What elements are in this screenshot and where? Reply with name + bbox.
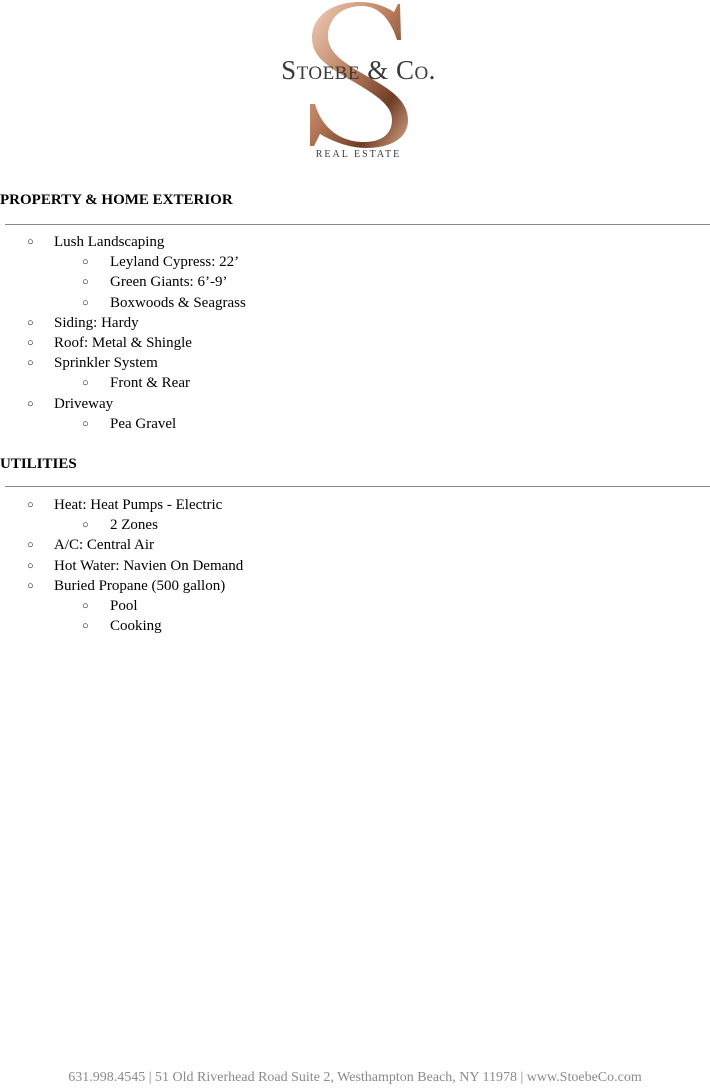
- list-item-text: Heat: Heat Pumps - Electric: [54, 497, 223, 513]
- list-item-text: Pea Gravel: [110, 415, 177, 432]
- section-title-property-exterior: PROPERTY & HOME EXTERIOR: [0, 192, 233, 208]
- bullet-circle-icon: ○: [27, 236, 34, 248]
- list-item-text: Boxwoods & Seagrass: [110, 294, 246, 311]
- bullet-circle-icon: ○: [82, 519, 89, 532]
- section-divider: [5, 486, 710, 487]
- list-item-text: Lush Landscaping: [54, 234, 165, 250]
- bullet-circle-icon: ○: [82, 276, 89, 289]
- company-logo: [270, 0, 445, 165]
- list-item-text: Cooking: [110, 618, 162, 635]
- bullet-circle-icon: ○: [27, 539, 34, 552]
- list-item-text: 2 Zones: [110, 517, 158, 534]
- list-item-text: Pool: [110, 597, 138, 614]
- bullet-circle-icon: ○: [27, 316, 34, 329]
- bullet-circle-icon: ○: [82, 296, 89, 309]
- logo-wordmark: Stoebe & Co.: [281, 55, 436, 85]
- list-item-text: Siding: Hardy: [54, 314, 139, 331]
- bullet-circle-icon: ○: [27, 336, 34, 349]
- section-divider: [5, 224, 710, 225]
- logo-tagline: REAL ESTATE: [315, 149, 402, 160]
- bullet-circle-icon: ○: [82, 377, 89, 390]
- list-item-text: Hot Water: Navien On Demand: [54, 557, 244, 574]
- footer-contact: 631.998.4545 | 51 Old Riverhead Road Suite 2, Westhampton Beach, NY 11978 | www.StoebeCo.com: [68, 1070, 642, 1085]
- bullet-circle-icon: ○: [27, 559, 34, 572]
- list-item-text: Front & Rear: [110, 375, 190, 392]
- section-title-utilities: UTILITIES: [0, 456, 77, 472]
- bullet-circle-icon: ○: [27, 579, 34, 592]
- list-item-text: Driveway: [54, 395, 114, 412]
- list-item-text: Green Giants: 6’-9’: [110, 274, 228, 291]
- list-item-text: A/C: Central Air: [54, 537, 154, 554]
- list-item-text: Leyland Cypress: 22’: [110, 254, 240, 271]
- bullet-circle-icon: ○: [27, 499, 34, 511]
- bullet-circle-icon: ○: [82, 620, 89, 633]
- bullet-circle-icon: ○: [82, 256, 89, 269]
- bullet-circle-icon: ○: [27, 357, 34, 370]
- bullet-circle-icon: ○: [27, 397, 34, 410]
- list-item-text: Roof: Metal & Shingle: [54, 334, 192, 351]
- bullet-circle-icon: ○: [82, 599, 89, 612]
- list-item-text: Buried Propane (500 gallon): [54, 577, 226, 594]
- bullet-circle-icon: ○: [82, 417, 89, 430]
- list-item-text: Sprinkler System: [54, 355, 158, 372]
